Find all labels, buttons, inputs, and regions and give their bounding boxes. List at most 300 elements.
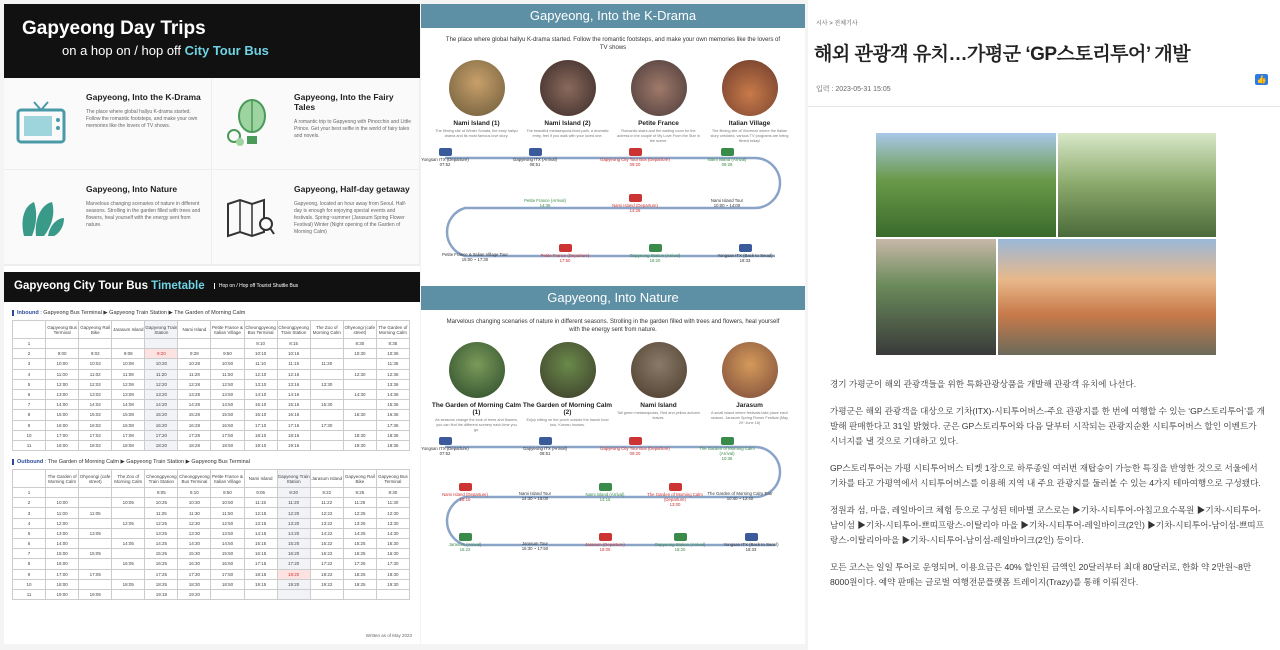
table-cell: 18:20 (145, 440, 178, 450)
table-cell: 17:20 (145, 430, 178, 440)
stop-name: Nami Island (Departure) (442, 492, 488, 497)
table-cell: 10:16 (277, 349, 310, 359)
spot-photo (722, 342, 778, 398)
table-cell: 9:50 (211, 349, 244, 359)
stop-time: 16:30 ~ 17:50 (521, 546, 549, 551)
table-cell: 11:20 (145, 369, 178, 379)
table-cell: 19:20 (277, 579, 310, 589)
table-cell: 16:30 (178, 559, 211, 569)
table-cell: 12:00 (46, 518, 79, 528)
table-cell: 14:30 (376, 528, 409, 538)
timetable-header-cell (13, 321, 46, 339)
timetable-header-cell: Petite France & Italian Village (211, 470, 244, 488)
table-cell: 11:50 (211, 369, 244, 379)
article-body (830, 377, 1266, 590)
theme-text: The place where global hallyu K-drama started. Follow the romantic footsteps, and make your own memories like the lovers of TV shows. (86, 109, 198, 129)
table-cell: 14:00 (46, 539, 79, 549)
table-cell: 10:05 (112, 498, 145, 508)
table-cell: 17:50 (211, 569, 244, 579)
bus-icon (599, 483, 612, 491)
table-cell: 8 (13, 559, 46, 569)
table-cell: 11:00 (46, 369, 79, 379)
table-cell (112, 589, 145, 599)
table-cell: 17:30 (376, 559, 409, 569)
table-cell: 18:15 (244, 569, 277, 579)
spot-card (431, 60, 522, 144)
spot-photo (449, 342, 505, 398)
table-cell: 11 (13, 440, 46, 450)
table-cell: 15:16 (277, 400, 310, 410)
spot-card (522, 342, 613, 433)
bus-icon (459, 533, 472, 541)
table-cell: 10:28 (178, 359, 211, 369)
table-cell: 14:30 (343, 389, 376, 399)
table-row (13, 589, 410, 599)
photo-garden (876, 133, 1056, 237)
table-cell: 14:50 (211, 400, 244, 410)
table-cell: 7 (13, 549, 46, 559)
table-cell: 4 (13, 369, 46, 379)
table-cell: 16:16 (277, 410, 310, 420)
table-cell: 10:50 (211, 498, 244, 508)
table-row (13, 508, 410, 518)
table-row (13, 579, 410, 589)
table-cell: 14:05 (112, 539, 145, 549)
spot-text: As seasons change the look of trees and flowers, you can find the different scenery each time you go. (435, 418, 518, 432)
stop-name: Yongsan ITX (Departure) (421, 446, 469, 451)
table-cell: 13:15 (244, 518, 277, 528)
table-cell: 16:36 (376, 410, 409, 420)
spot-card (704, 60, 795, 144)
table-cell: 9:20 (145, 349, 178, 359)
stop-time: 09:20 (629, 162, 641, 167)
table-cell: 11:15 (277, 359, 310, 369)
table-cell: 12:50 (211, 379, 244, 389)
table-cell: 18:00 (46, 440, 79, 450)
table-cell: 8:35 (376, 339, 409, 349)
table-cell: 8:15 (277, 339, 310, 349)
table-cell: 19:20 (178, 589, 211, 599)
article-title: 해외 관광객 유치…가평군 ‘GP스토리투어’ 개발 (814, 44, 1191, 65)
spot-name: The Garden of Morning Calm (2) (522, 402, 613, 416)
spot-photo (722, 60, 778, 116)
table-row (13, 498, 410, 508)
timetable-header-cell: Jarasum Island (112, 321, 145, 339)
spot-text: Tall green metasequoias, Red and yellow autumn leaves. (617, 411, 700, 420)
photo-rail-bike (876, 239, 996, 355)
table-cell: 18:00 (46, 579, 79, 589)
theme-kdrama (4, 78, 212, 170)
table-row (13, 518, 410, 528)
table-cell: 15:20 (277, 539, 310, 549)
table-cell: 10:25 (145, 498, 178, 508)
divider (808, 106, 1280, 107)
kdrama-description: The place where global hallyu K-drama started. Follow the romantic footsteps, and make your own memories like the lovers of TV shows (445, 37, 781, 51)
timetable-header-cell: The Zoo of Morning Calm (112, 470, 145, 488)
timetable-header-cell: Cheongpyeong Bus Terminal (244, 321, 277, 339)
spot-card (613, 342, 704, 433)
table-cell: 5 (13, 379, 46, 389)
stop-time: 09:20 (629, 451, 641, 456)
table-cell (112, 569, 145, 579)
stop-time: 08:51 (539, 451, 551, 456)
stop-name: The Garden of Morning Calm (Departure) (647, 492, 703, 502)
table-row (13, 430, 410, 440)
table-cell (310, 430, 343, 440)
table-cell (79, 559, 112, 569)
inbound-label: Inbound (12, 310, 39, 316)
table-cell: 14:16 (277, 389, 310, 399)
table-cell: 13:00 (46, 389, 79, 399)
table-cell: 12:25 (145, 518, 178, 528)
brochure-panel (4, 4, 420, 644)
stop-time: 14:36 (539, 203, 551, 208)
table-cell: 17:00 (46, 569, 79, 579)
outbound-route (12, 459, 412, 465)
timetable-header-cell: Nami Island (244, 470, 277, 488)
stop-time: 18:33 (739, 258, 751, 263)
table-cell: 15:25 (343, 539, 376, 549)
table-cell: 18:25 (343, 569, 376, 579)
stop-name: Jarasum (Arrival) (448, 542, 482, 547)
timetable-header-cell: Gapyeong Bus Terminal (376, 470, 409, 488)
table-cell: 19:10 (244, 440, 277, 450)
brochure-header (4, 4, 420, 78)
table-cell: 6 (13, 389, 46, 399)
table-cell: 18:50 (211, 579, 244, 589)
table-cell: 12:10 (244, 369, 277, 379)
table-cell: 10:20 (145, 359, 178, 369)
table-cell: 17:00 (46, 430, 79, 440)
bus-icon (721, 437, 734, 445)
timetable-header-cell: Petite France & Italian Village (211, 321, 244, 339)
photo-tree-path (1058, 133, 1216, 237)
table-cell: 10:08 (112, 359, 145, 369)
kdrama-title-bar: Gapyeong, Into the K-Drama (421, 4, 805, 28)
table-cell: 13:25 (145, 528, 178, 538)
stop-name: Petite France (Arrival) (524, 198, 566, 203)
table-cell: 9 (13, 420, 46, 430)
plant-icon (14, 190, 68, 240)
stop-name: Gapyeong City Tour Bus (Departure) (600, 157, 670, 162)
stop-time: 18:20 (649, 258, 661, 263)
table-cell: 16:25 (343, 549, 376, 559)
route-stop (692, 437, 762, 461)
timetable-header (4, 272, 420, 302)
table-cell (343, 420, 376, 430)
table-cell: 11:20 (277, 498, 310, 508)
spot-text: The filming site of Vincenzo where the Italian story unfolded, various TV programs are being filmed today! (710, 129, 789, 143)
table-cell: 9:02 (79, 349, 112, 359)
table-cell: 8:50 (211, 488, 244, 498)
table-cell: 10:36 (376, 349, 409, 359)
table-cell: 9:25 (343, 488, 376, 498)
stop-time: 18:20 (674, 547, 686, 552)
stop-name: Petite France & Italian Village Tour (442, 252, 508, 257)
bus-icon (529, 148, 542, 156)
spot-name: Jarasum (736, 402, 763, 409)
route-stop (570, 483, 640, 502)
timetable-header-cell: The Garden of Morning Calm (46, 470, 79, 488)
nature-spots (431, 342, 795, 433)
bus-icon (669, 483, 682, 491)
spot-photo (631, 342, 687, 398)
article-paragraph: 가평군은 해외 관광객을 대상으로 기차(ITX)-시티투어버스-주요 관광지를 한 번에 여행할 수 있는 ‘GP스토리투어’를 개발해 판매한다고 31일 밝혔다. 군은 GP스토리투어와 다음 달부터 시작되는 관광지순환 시티투어버스 할인 이벤트가 시너지를 낼 것으로 기대하고 있다. (830, 406, 1265, 446)
table-cell: 17:25 (343, 559, 376, 569)
map-icon (222, 190, 276, 240)
table-cell: 8:05 (145, 488, 178, 498)
bus-icon (721, 148, 734, 156)
table-cell: 15:00 (46, 549, 79, 559)
timetable-header-cell: Cheongpyeong Train Station (145, 470, 178, 488)
timetable-header-cell: Ohyeongi (cafe street) (343, 321, 376, 339)
article-paragraph: 경기 가평군이 해외 관광객들을 위한 특화관광상품을 개발해 관광객 유치에 나선다. (830, 379, 1137, 389)
table-cell: 14:25 (343, 528, 376, 538)
table-cell: 16:05 (112, 559, 145, 569)
route-stop (716, 533, 786, 552)
table-cell: 15:50 (211, 410, 244, 420)
table-row (13, 549, 410, 559)
timetable-header-cell: Gapyeong Rail Bike (79, 321, 112, 339)
table-cell: 16:22 (310, 549, 343, 559)
table-cell (79, 498, 112, 508)
table-row (13, 410, 410, 420)
table-row (13, 349, 410, 359)
stop-name: Gapyeong Station (Arrival) (629, 253, 681, 258)
table-cell (79, 339, 112, 349)
article-paragraph: 정원과 섬, 마을, 레일바이크 체험 등으로 구성된 테마별 코스로는 ▶기차-시티투어-아침고요수목원 ▶기차-시티투어-남이섬 ▶기차-시티투어-쁘띠프랑스-이탈리아 마을 ▶기차-시티투어-레일바이크(2인) ▶기차-시티투어-남이섬-쁘띠프랑스-이탈리아마을 ▶기차-시티투어-남이섬-레일바이크(2인) 등이다. (830, 505, 1264, 545)
theme-grid (4, 78, 420, 266)
table-cell: 13:05 (79, 528, 112, 538)
stop-time: 17:50 (559, 258, 571, 263)
table-cell: 17:28 (178, 430, 211, 440)
table-cell: 19:22 (310, 579, 343, 589)
spot-card (431, 342, 522, 433)
table-cell: 11:08 (112, 369, 145, 379)
table-cell: 16:30 (376, 549, 409, 559)
table-cell (343, 589, 376, 599)
route-stop (692, 198, 762, 208)
stop-name: Yongsan ITX (Back to Seoul) (723, 542, 779, 547)
route-stop (705, 491, 775, 501)
table-cell: 15:30 (376, 539, 409, 549)
table-cell: 16:15 (244, 549, 277, 559)
table-cell: 11:28 (178, 369, 211, 379)
timetable-header-cell: Nami Island (178, 321, 211, 339)
table-cell: 13:30 (310, 379, 343, 389)
route-stop (530, 244, 600, 263)
timetable-header-cell: Ohyeongi (cafe street) (79, 470, 112, 488)
table-cell (145, 339, 178, 349)
table-cell (46, 339, 79, 349)
table-cell: 12:30 (343, 369, 376, 379)
table-cell (79, 518, 112, 528)
table-cell: 18:25 (145, 579, 178, 589)
route-stop (570, 533, 640, 552)
table-cell: 6 (13, 539, 46, 549)
stop-time: 10:00 ~ 14:00 (713, 203, 741, 208)
table-cell: 13:50 (211, 389, 244, 399)
table-cell: 15:00 (46, 410, 79, 420)
table-cell: 18:22 (310, 569, 343, 579)
table-cell: 15:22 (310, 539, 343, 549)
table-cell: 19:25 (343, 579, 376, 589)
table-cell: 16:28 (178, 420, 211, 430)
table-cell (178, 339, 211, 349)
table-cell: 1 (13, 488, 46, 498)
bus-icon (739, 244, 752, 252)
table-cell: 10:50 (211, 359, 244, 369)
table-cell: 18:16 (277, 430, 310, 440)
spot-text: The beautiful metasequoia-lined path, a dramatic entry, feel if you walk with your loved one. (526, 129, 609, 138)
table-cell: 14:08 (112, 400, 145, 410)
article-paragraph: GP스토리투어는 가평 시티투어버스 티켓 1장으로 하루종일 여러번 재탑승이 가능한 특징을 반영한 것으로 서울에서 기차를 타고 가평역에서 시티투어버스를 이용해 지역 내 주요 관광지를 둘러볼 수 있는 4가지 테마여행으로 구성됐다. (830, 463, 1261, 488)
table-cell: 7 (13, 400, 46, 410)
table-cell: 19:05 (79, 589, 112, 599)
table-cell: 8:30 (343, 339, 376, 349)
outbound-route-text: : The Garden of Morning Calm ▶ Gapyeong Train Station ▶ Gapyeong Bus Terminal (44, 459, 250, 466)
breadcrumb[interactable]: 시사 > 전체기사 (816, 21, 858, 27)
timetable-header-cell: Cheongpyeong Bus Terminal (178, 470, 211, 488)
route-stop (692, 148, 762, 167)
route-stop (620, 244, 690, 263)
theme-title: Gapyeong, Into the K-Drama (86, 92, 201, 102)
timetable-header-cell: Gapyeong Bus Terminal (46, 321, 79, 339)
article-date: 입력 : 2023-05-31 15:05 (816, 86, 891, 93)
inbound-timetable (12, 320, 410, 451)
table-cell: 13:30 (376, 518, 409, 528)
nature-title-bar: Gapyeong, Into Nature (421, 286, 805, 310)
article-photo-collage (876, 133, 1216, 355)
spot-name: The Garden of Morning Calm (1) (431, 402, 522, 416)
table-cell: 17:20 (277, 559, 310, 569)
table-cell (343, 359, 376, 369)
theme-text: Gapyeong, located an hour away from Seoul. Half-day is enough for enjoying special events and festivals. Spring~summer (Jarasum Spring Flower Festival) Winter (Night opening of the Garden of Morning Calm) (294, 200, 407, 235)
table-cell: 17:05 (79, 569, 112, 579)
table-cell: 9:28 (178, 349, 211, 359)
spot-photo (540, 342, 596, 398)
outbound-timetable (12, 469, 410, 600)
table-cell: 12:20 (145, 379, 178, 389)
table-row (13, 488, 410, 498)
table-cell: 9:22 (310, 488, 343, 498)
route-stop (710, 244, 780, 263)
table-cell: 16:08 (112, 420, 145, 430)
table-cell: 12:30 (178, 518, 211, 528)
table-cell: 14:28 (178, 400, 211, 410)
bus-icon (439, 148, 452, 156)
table-cell: 13:00 (46, 528, 79, 538)
tv-icon (14, 98, 68, 148)
stop-time: 14:15 (599, 497, 611, 502)
table-cell: 13:25 (343, 518, 376, 528)
table-cell: 10:00 (46, 498, 79, 508)
table-cell: 10 (13, 579, 46, 589)
table-cell: 12:02 (79, 379, 112, 389)
table-cell: 10:10 (244, 349, 277, 359)
table-cell (112, 339, 145, 349)
table-cell: 15:08 (112, 410, 145, 420)
table-cell: 11 (13, 589, 46, 599)
table-cell: 12:50 (211, 518, 244, 528)
table-cell: 3 (13, 508, 46, 518)
table-cell: 12:25 (343, 508, 376, 518)
stop-name: Nami Island Tour (518, 491, 552, 496)
table-row (13, 400, 410, 410)
table-cell: 19:36 (376, 440, 409, 450)
spot-name: Nami Island (640, 402, 677, 409)
table-cell (112, 549, 145, 559)
bus-icon (459, 483, 472, 491)
inbound-route (12, 310, 412, 316)
table-row (13, 379, 410, 389)
route-stop (510, 198, 580, 208)
stop-name: Jarasum (Departure) (585, 542, 625, 547)
table-cell: 1 (13, 339, 46, 349)
table-cell: 15:30 (178, 549, 211, 559)
table-cell: 17:36 (376, 420, 409, 430)
table-cell: 19:30 (376, 579, 409, 589)
table-cell: 17:50 (211, 430, 244, 440)
stop-name: Yongsan ITX (Departure) (421, 157, 469, 162)
thumbs-up-icon[interactable]: 👍 (1256, 75, 1267, 84)
table-cell (112, 508, 145, 518)
table-cell (343, 400, 376, 410)
spot-photo (540, 60, 596, 116)
table-cell: 15:20 (145, 410, 178, 420)
table-cell: 16:50 (211, 420, 244, 430)
route-stop (500, 491, 570, 501)
route-stop (510, 437, 580, 456)
table-cell: 19:16 (277, 440, 310, 450)
spot-card (522, 60, 613, 144)
table-cell: 17:15 (244, 559, 277, 569)
table-cell: 18:08 (112, 440, 145, 450)
theme-title: Gapyeong, Into Nature (86, 183, 178, 194)
table-row (13, 440, 410, 450)
table-cell: 18:10 (244, 430, 277, 440)
table-cell: 16:02 (79, 420, 112, 430)
table-cell: 14:02 (79, 400, 112, 410)
table-cell (46, 488, 79, 498)
bus-icon (599, 533, 612, 541)
kdrama-route-map (421, 148, 791, 272)
table-cell: 18:30 (178, 579, 211, 589)
table-cell (310, 589, 343, 599)
table-row (13, 369, 410, 379)
timetable-header-cell: Gapyeong Rail Bike (343, 470, 376, 488)
bus-icon (559, 244, 572, 252)
stop-time: 14:30 ~ 16:00 (521, 496, 549, 501)
theme-fairy-tales (212, 78, 420, 170)
table-cell: 16:20 (277, 549, 310, 559)
table-cell (310, 369, 343, 379)
table-row (13, 539, 410, 549)
table-cell: 17:25 (145, 569, 178, 579)
stop-name: The Garden of Morning Calm Tour (707, 491, 773, 496)
table-cell: 16:20 (145, 420, 178, 430)
table-cell: 17:30 (178, 569, 211, 579)
table-cell: 8 (13, 410, 46, 420)
subtitle-text: on a hop on / hop off (62, 43, 182, 58)
table-cell: 13:50 (211, 528, 244, 538)
table-cell: 16:00 (46, 420, 79, 430)
spot-card (613, 60, 704, 144)
stop-name: Yongsan ITX (Back to Seoul) (717, 253, 773, 258)
table-cell: 13:20 (277, 518, 310, 528)
route-stop (600, 437, 670, 456)
table-cell: 12:30 (376, 508, 409, 518)
